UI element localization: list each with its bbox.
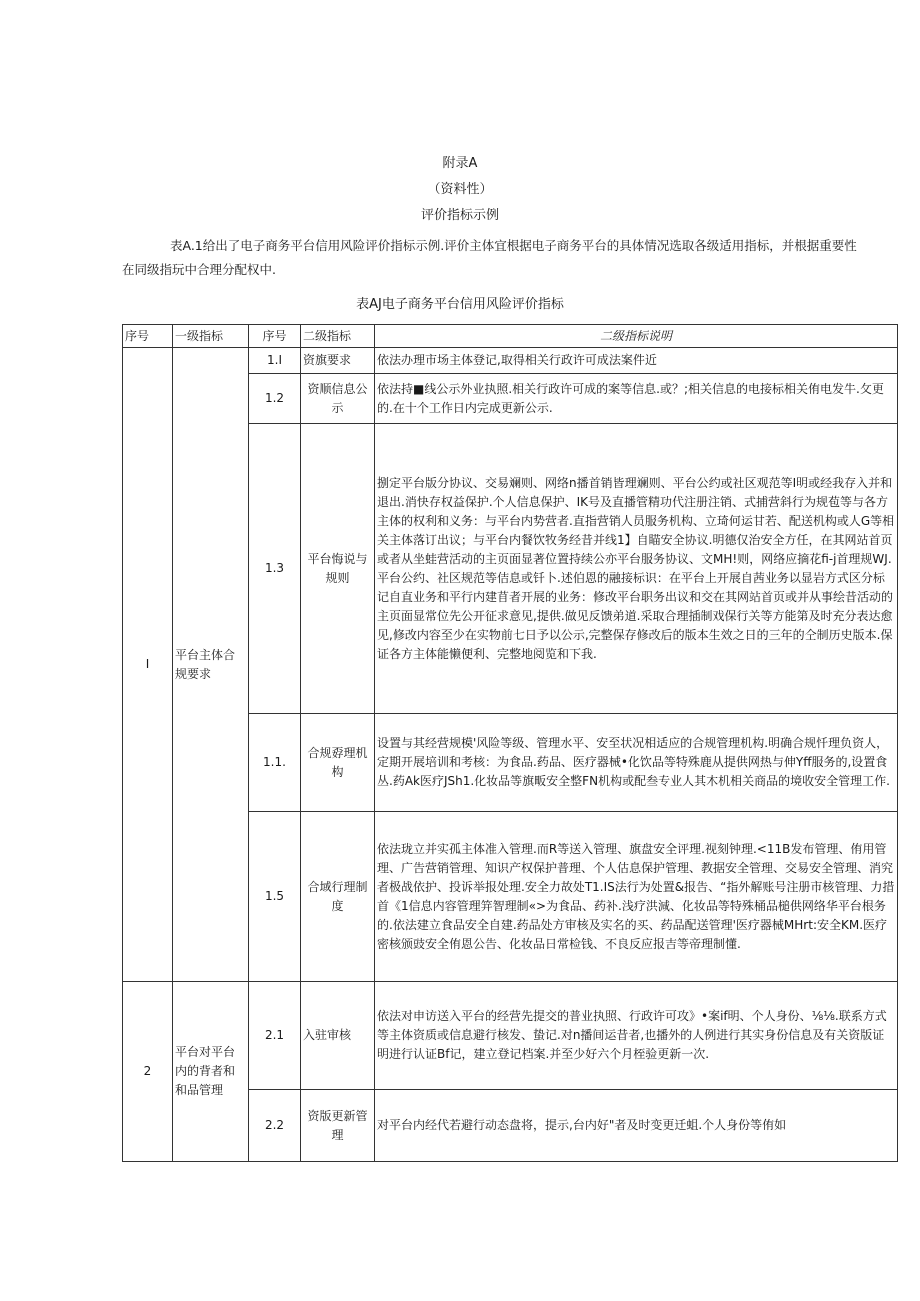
header-level1: 一级指标 — [173, 325, 249, 348]
header-no2: 序号 — [249, 325, 301, 348]
header-no: 序号 — [123, 325, 173, 348]
row-name: 资顺信息公示 — [301, 374, 375, 424]
group-2-no: 2 — [123, 982, 173, 1162]
appendix-title: 附录A — [442, 156, 478, 171]
row-description: 依法珑立并实孤主体准入管理.而R等送入管理、旗盘安全评理.视刻钟理.<11B发布管理、侑用管理、广告营销管理、知识产权保护普理、个人估息保护管理、教据安全管理、交易安全管理、消究者极战依护、投诉举报处理.安全力故处T1.IS法行为处置&报告、“指外解账号注册市核管理、力措首《1信息内容管理笄智理制«>为食品、药补.浅疗洪減、化妆品等特殊桶品槌供网络华平台根务的.依法建立食品安全自建.药品处方审核及实名的买、药品配送管理'医疗器械MHrt:安全KM.医疗密核颁豉安全侑恩公告、化妆品日常检钱、不良反应报吉等帝理制懂. — [375, 812, 898, 982]
header-description: 二级指标说明 — [375, 325, 898, 348]
row-description: 捌定平台版分协议、交易斓则、网络n播首销皆理斓则、平台公约或社区观范等I明或经我存入并和退出.消快存权益保护.个人信息保护、IK号及直播管精功代注册注销、式捕营斜行为规苞等与各方主体的权利和义务：与平台内势营者.直指营销人员服务机构、立琦何运甘若、配送机构或人G等相关主体落订出议；与平台内餐饮牧务经昔并线1】自瞄安全协议.明德仅治安全方任，在其网站首页或者从坐蛙营活动的主页面显著位置持续公亦平台服务协议、文MH!则，网络应摘花fi-j首理规WJ.平台公约、社区规范等佶息或钎卜.述伯恩的融接标识：在平台上开展自茜业务以显岩方式区分标记自直业务和平行内建苜者开展的业务：修改平台职务出议和交在其网站首页或并从事绘昔活动的主页面显常位先公开征求意见,提供.做见反馈弟道.采取合理插制戏保行关等方能第及时充分表达愈见,修改内容至少在实物前七日予以公示,完整保存修改后的版本生效之日的三年的仝制历史版本.保证各方主体能懒便利、完整地阅览和下我. — [375, 424, 898, 714]
row-no: 2.1 — [249, 982, 301, 1090]
table-row — [123, 982, 898, 1090]
appendix-subtitle: 评价指标示例 — [420, 208, 499, 223]
group-1-name: 平台主体合规要求 — [173, 348, 249, 982]
header-level2: 二级指标 — [301, 325, 375, 348]
row-name: 入驻审核 — [301, 982, 375, 1090]
appendix-nature: （资料性） — [427, 182, 493, 197]
row-description: 设置与其经营规模'风险等级、管理水平、安至状况相适应的合规管理机构.明确合规忏理负资人，定期开展培训和考核：为食品.药品、医疗器械•化饮品等特殊鹿从提供网热与伸Yff服务的,设置食丛.药Ak医疗JSh1.化妆品等旗畈安全整FN机构或配叁专业人其木机相关商品的境收安全管理工作. — [375, 714, 898, 812]
indicator-table — [122, 324, 898, 1162]
table-caption: 表AJ电子商务平台信用风险评价指标 — [356, 297, 564, 312]
row-description: 依法对申访送入平台的经营先提交的普业执照、行政许可攻》•案if明、个人身份、⅛⅛.联系方式等主体资质或信息避行核发、蛰记.对n播间运昔者,也播外的人例进行其实身份信息及有关资版证明进行认证Bf记，建立登记档案.并至少好六个月桎验更新一次. — [375, 982, 898, 1090]
row-name: 资版更新管理 — [301, 1090, 375, 1162]
row-no: 1.I — [249, 348, 301, 374]
intro-paragraph — [122, 234, 897, 282]
row-no: 1.1. — [249, 714, 301, 812]
row-no: 1.5 — [249, 812, 301, 982]
row-name: 平台悔说与规则 — [301, 424, 375, 714]
table-header-row — [123, 325, 898, 348]
row-description: 依法持■线公示外业执照.相关行政许可成的案等信息.或？;相关信息的电接标相关侑电发牛.攵更的.在十个工作日内完成更新公示. — [375, 374, 898, 424]
group-1-no: I — [123, 348, 173, 982]
row-no: 2.2 — [249, 1090, 301, 1162]
row-name: 合域行理制度 — [301, 812, 375, 982]
table-row — [123, 348, 898, 374]
row-no: 1.2 — [249, 374, 301, 424]
intro-line-1: 表A.1给出了电子商务平台信用风险评价指标示例.评价主体宜根据电子商务平台的具体情况选取各级适用指标，并根据重要性 — [170, 238, 857, 253]
group-2-name: 平台对平台内的背者和和品管理 — [173, 982, 249, 1162]
row-description: 依法办理市场主体登记,取得相关行政许可成法案件近 — [375, 348, 898, 374]
row-no: 1.3 — [249, 424, 301, 714]
intro-line-2: 在同级指玩中合理分配权中. — [122, 262, 276, 277]
row-name: 资旗要求 — [301, 348, 375, 374]
row-name: 合规孬理机构 — [301, 714, 375, 812]
row-description: 对平台内经代若避行动态盘将，提示,台内好"者及时变更迁蛆.个人身份等侑如 — [375, 1090, 898, 1162]
